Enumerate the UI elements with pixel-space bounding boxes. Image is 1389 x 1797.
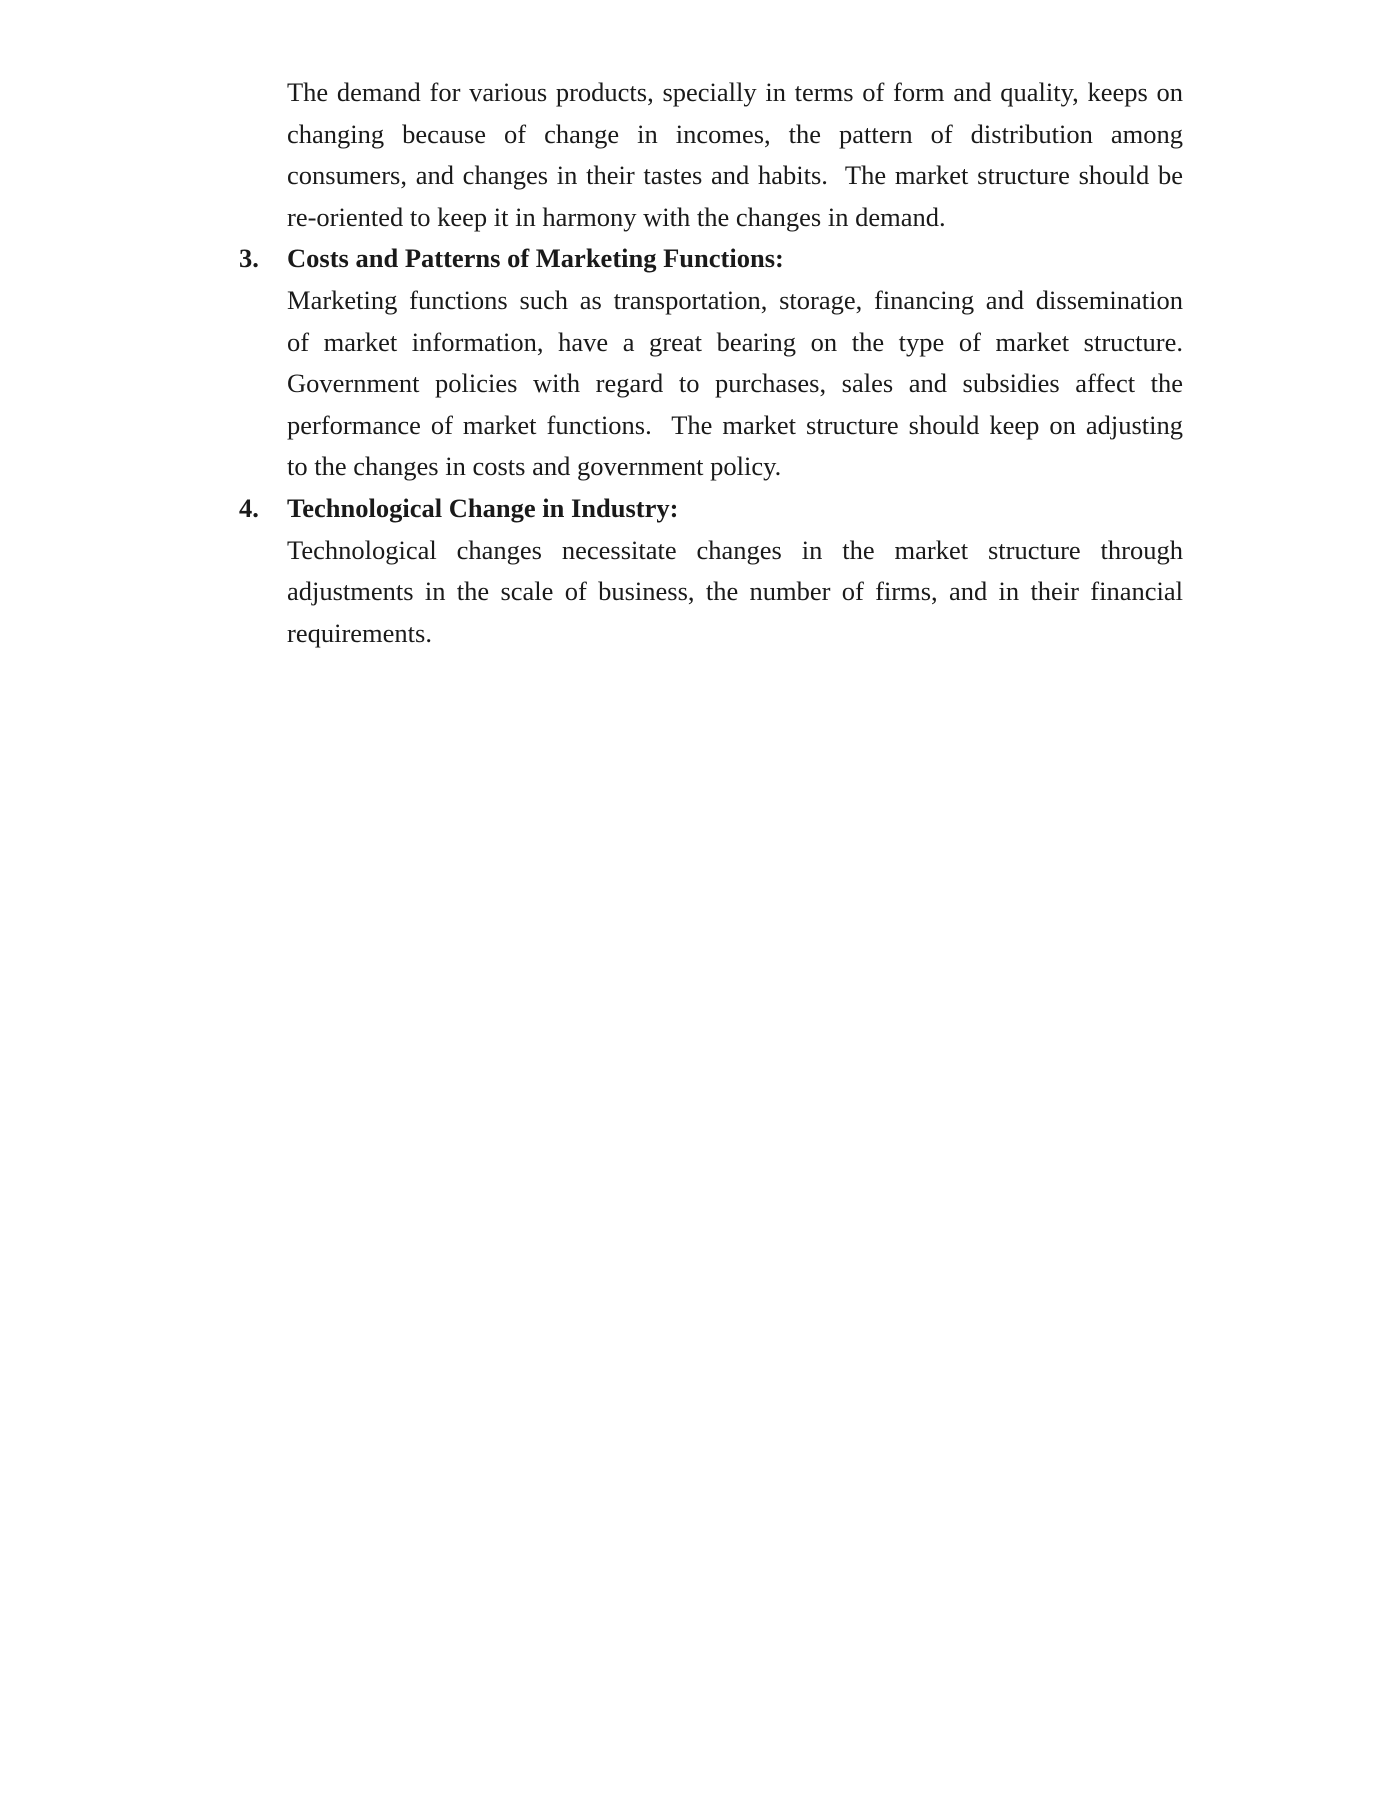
paragraph-line: adjustments in the scale of business, the number of firms, and in their financial [287,576,1183,607]
paragraph-line: performance of market functions. The market structure should keep on adjusting [287,409,1183,440]
paragraph-line: Technological changes necessitate changes in the market structure through [287,534,1183,565]
paragraph-line: The demand for various products, specially in terms of form and quality, keeps on [287,77,1183,107]
list-item-3-number: 3. [239,243,259,274]
list-item-4-heading [239,488,1183,530]
paragraph-line: of market information, have a great bearing on the type of market structure. [287,326,1183,357]
paragraph-line: Government policies with regard to purchases, sales and subsidies affect the [287,368,1183,399]
paragraph-line: consumers, and changes in their tastes and habits. The market structure should be [287,160,1183,191]
paragraph-line: requirements. [287,617,432,648]
paragraph-line: re-oriented to keep it in harmony with the changes in demand. [287,201,946,232]
list-item-4-number: 4. [239,492,259,523]
paragraph-line: changing because of change in incomes, the pattern of distribution among [287,118,1183,149]
list-item-4-heading-text: Technological Change in Industry: [287,492,679,523]
text-block [239,72,1183,654]
paragraph-line: to the changes in costs and government policy. [287,451,782,482]
list-item-3-heading-text: Costs and Patterns of Marketing Functions: [287,243,784,274]
paragraph-line: Marketing functions such as transportation, storage, financing and dissemination [287,284,1183,315]
list-item-3-heading [239,238,1183,280]
